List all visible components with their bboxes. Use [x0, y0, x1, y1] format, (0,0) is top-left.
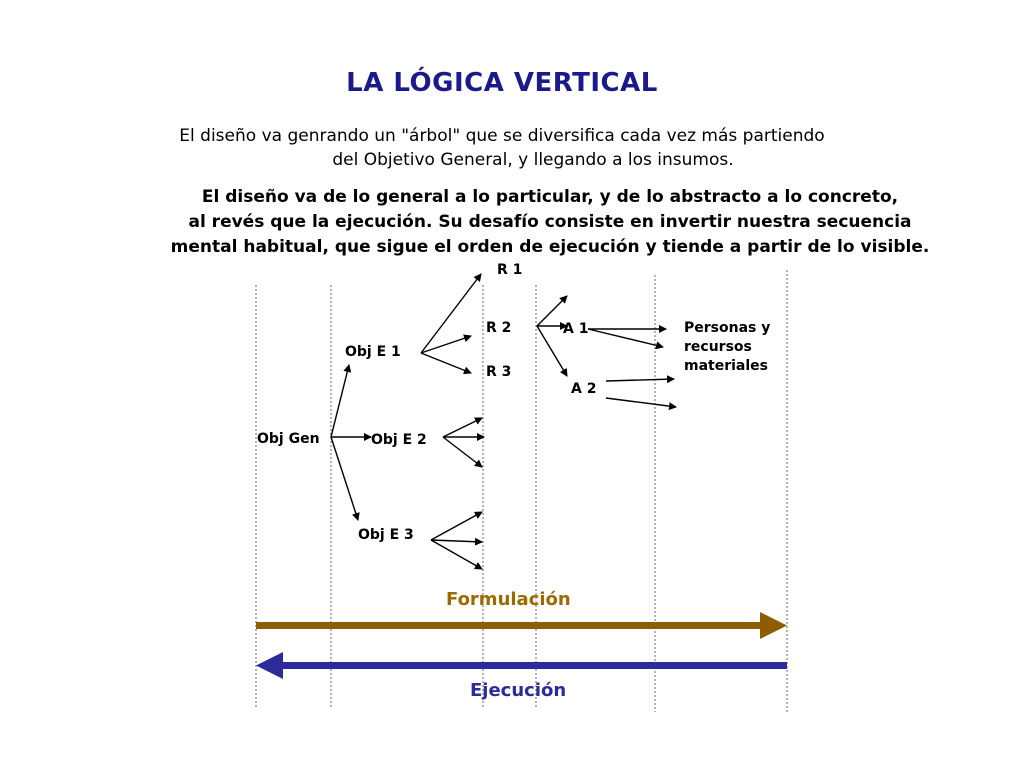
arrow-e2-down [443, 437, 482, 467]
arrow-gen-e1 [331, 365, 349, 437]
emphasis-line-3: mental habitual, que sigue el orden de ejecución y tiende a partir de lo visible. [170, 237, 930, 257]
node-r3: R 3 [486, 364, 512, 380]
formulacion-arrow [256, 612, 787, 639]
node-r2: R 2 [486, 320, 512, 336]
arrow-a1-bottom [588, 329, 663, 347]
emphasis-line-2: al revés que la ejecución. Su desafío consiste en invertir nuestra secuencia [188, 212, 912, 232]
arrow-e3-down [431, 540, 482, 569]
node-obj-gen: Obj Gen [257, 431, 320, 447]
node-a2: A 2 [571, 381, 597, 397]
arrow-a2-bottom [606, 398, 676, 407]
intro-line-2: del Objetivo General, y llegando a los insumos. [332, 150, 734, 170]
intro-line-1: El diseño va genrando un "árbol" que se diversifica cada vez más partiendo [179, 126, 825, 146]
arrow-e3-up [431, 512, 482, 540]
formulacion-label: Formulación [446, 589, 571, 610]
emphasis-line-1: El diseño va de lo general a lo particular, y de lo abstracto a lo concreto, [201, 187, 899, 207]
arrow-gen-e3 [331, 437, 358, 520]
node-obj-e2: Obj E 2 [371, 432, 427, 448]
arrow-e2-up [443, 418, 482, 437]
arrow-e1-r1 [421, 274, 481, 353]
insumos-line-2: recursos [684, 339, 752, 355]
arrow-a2-top [606, 379, 674, 381]
node-r1: R 1 [497, 262, 523, 278]
page-title: LA LÓGICA VERTICAL [346, 68, 658, 98]
node-obj-e1: Obj E 1 [345, 344, 401, 360]
insumos-line-3: materiales [684, 358, 768, 374]
insumos-line-1: Personas y [684, 320, 771, 336]
arrow-e3-mid [431, 540, 482, 542]
ejecucion-label: Ejecución [470, 680, 567, 701]
node-obj-e3: Obj E 3 [358, 527, 414, 543]
arrow-e1-r2 [421, 336, 471, 353]
ejecucion-arrow [256, 652, 787, 679]
node-insumos [684, 319, 770, 376]
node-a1: A 1 [563, 321, 589, 337]
arrow-e1-r3 [421, 353, 471, 373]
